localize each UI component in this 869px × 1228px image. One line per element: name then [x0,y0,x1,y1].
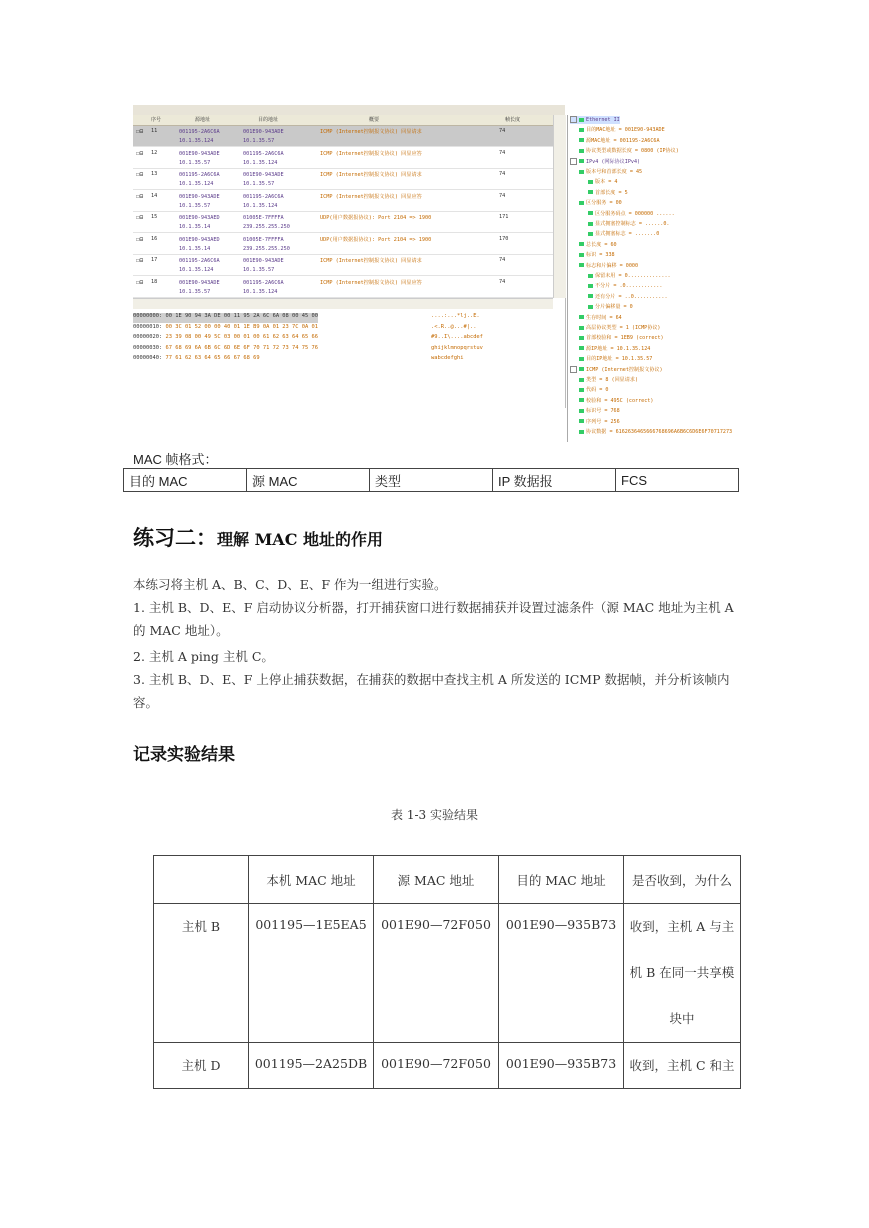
tree-node[interactable] [588,282,662,290]
field-icon [588,274,593,278]
hex-offset: 00000040: [133,355,163,361]
hex-row [133,323,477,334]
field-icon [579,430,584,434]
hex-bytes: 23 39 08 00 49 5C 03 00 01 00 61 62 63 64 65 66 [165,334,319,340]
tree-node[interactable] [579,314,622,322]
packet-no: 15 [151,214,158,220]
field-icon [579,336,584,340]
field-icon [579,367,584,371]
packet-summary: ICMP (Internet控制报文协议) 回显应答 [320,150,422,157]
packet-dst: 001195-2A6C6A 10.1.35.124 [243,279,284,295]
packet-len: 74 [499,149,506,156]
row-dst-mac: 001E90—935B73 [499,904,624,1043]
tree-node-label: 目的IP地址 = 10.1.35.57 [586,356,653,363]
packet-list [133,115,566,408]
row-checkbox-icon[interactable]: ☐⊟ [136,257,144,264]
field-icon [579,242,584,246]
packet-src: 001195-2A6C6A 10.1.35.124 [179,129,220,144]
tree-node[interactable] [579,251,615,259]
row-src-mac: 001E90—72F050 [374,904,499,1043]
packet-len: 74 [499,128,506,134]
tree-node[interactable] [579,345,650,353]
results-table [153,855,741,1089]
field-icon [579,149,584,153]
field-icon [579,315,584,319]
tree-node-label: 首部校验和 = 1EB9 (correct) [586,335,664,342]
tree-node-label: 分片偏移量 = 0 [595,304,633,311]
expand-box-icon[interactable] [570,158,577,165]
tree-node-label: 版本号和首部长度 = 45 [586,169,643,175]
field-icon [588,294,593,298]
hex-view [133,310,565,408]
field-icon [579,346,584,350]
header-local-mac: 本机 MAC 地址 [249,856,374,904]
mac-field-type: 类型 [370,469,493,492]
hex-ascii: .<.R..@...#|.. [431,323,477,330]
table-caption: 表 1-3 实验结果 [391,808,478,822]
field-icon [579,419,584,423]
packet-no: 14 [151,192,158,199]
tree-node-label: 标识 = 338 [586,252,615,259]
tree-node[interactable] [588,303,633,311]
tree-node-label: 校验和 = 495C (correct) [586,397,654,404]
row-local-mac: 001195—1E5EA5 [249,904,374,1043]
field-icon [579,128,584,132]
tree-node[interactable] [579,428,732,436]
packet-src: 001195-2A6C6A 10.1.35.124 [179,258,220,273]
tree-node[interactable] [579,168,642,176]
section-title-big: 练习二： [133,525,217,550]
field-icon [588,180,593,184]
table-row [154,904,741,1043]
packet-row[interactable] [133,169,553,190]
hex-offset: 00000000: [133,313,163,319]
tree-node-label: 首部长度 = 5 [595,189,628,196]
field-icon [579,326,584,330]
tree-node-label: 协议类型或数据长度 = 0800 (IP协议) [586,148,679,155]
packet-len: 170 [499,235,509,242]
tree-node[interactable] [579,397,653,405]
hex-ascii: ghijklmnopqrstuv [431,344,483,351]
tree-node[interactable] [570,366,663,374]
col-dst[interactable]: 目的地址 [258,117,279,123]
packet-dst: 01005E-7FFFFA 239.255.255.250 [243,215,290,230]
mac-field-ip: IP 数据报 [493,469,616,492]
packet-src: 001E90-943ADE 10.1.35.57 [179,193,220,209]
packet-dst: 01005E-7FFFFA 239.255.255.250 [243,236,290,252]
tree-node-label: 类型 = 8 (回显请求) [586,377,639,383]
tree-node-label: 目的MAC地址 = 001E90-943ADE [586,127,665,134]
hex-bytes: 00 1E 90 94 3A DE 00 11 95 2A 6C 6A 08 00 45 00 [165,313,319,319]
tree-node-label: 源MAC地址 = 001195-2A6C6A [586,137,660,144]
field-icon [579,398,584,402]
packet-len: 74 [499,171,506,177]
tree-node[interactable] [579,407,620,415]
packet-summary: ICMP (Internet控制报文协议) 回显请求 [320,258,422,264]
tree-node-label: 高层协议类型 = 1 (ICMP协议) [586,325,661,331]
field-icon [579,263,584,267]
tree-node-label: 显式拥塞控制标志 = ......0. [595,221,670,227]
tree-node[interactable] [588,210,675,218]
tree-node-label: 版本 = 4 [595,179,618,186]
tree-node-label: 不分片 = .0............ [595,283,663,290]
packet-len: 74 [499,192,506,199]
row-src-mac: 001E90—72F050 [374,1043,499,1089]
packet-row[interactable] [133,277,553,298]
tree-node-label: 区分服务 = 00 [586,200,622,207]
tree-node[interactable] [579,126,665,134]
tree-node-label: 保留未用 = 0.............. [595,273,671,279]
tree-node-label: 序列号 = 256 [586,418,620,425]
packet-list-vscroll[interactable] [553,115,566,298]
packet-no: 18 [151,278,158,285]
hex-row [133,334,483,344]
packet-no: 17 [151,257,158,263]
col-len[interactable]: 帧长度 [505,117,521,123]
tree-node-label: IPv4 (网际协议IPv4) [586,158,641,165]
header-why: 是否收到，为什么 [624,856,741,904]
intro-paragraph: 本练习将主机 A、B、C、D、E、F 作为一组进行实验。 [133,577,447,592]
tree-node[interactable] [579,334,664,342]
field-icon [579,159,584,163]
expand-box-icon[interactable] [570,116,577,123]
col-summary[interactable]: 概要 [369,117,380,123]
row-host: 主机 B [154,904,249,1043]
hex-offset: 00000030: [133,344,163,351]
tree-node[interactable] [588,272,671,280]
tree-node[interactable] [579,137,660,145]
col-no[interactable]: 序号 [151,117,162,123]
packet-len: 74 [499,278,506,285]
tree-node[interactable] [579,324,660,332]
packet-summary: ICMP (Internet控制报文协议) 回显请求 [320,172,422,178]
hex-bytes: 00 3C 01 52 00 00 40 01 1E B9 0A 01 23 7C 0A 01 [165,323,319,330]
field-icon [588,284,593,288]
hex-row [133,344,483,355]
hex-ascii: ....:...*lj..E. [431,313,480,319]
tree-node[interactable] [579,147,679,155]
field-icon [588,211,593,215]
row-checkbox-icon[interactable]: ☐⊟ [136,214,144,221]
packet-src: 001E90-943AED 10.1.35.14 [179,215,220,230]
packet-dst: 001E90-943ADE 10.1.35.57 [243,172,284,187]
mac-format-table [123,468,739,492]
protocol-tree [567,115,785,442]
table-row [154,1043,741,1089]
mac-field-src: 源 MAC [247,469,370,492]
tree-node[interactable] [579,199,622,207]
mac-format-caption: MAC 帧格式： [133,452,218,467]
mac-field-dst: 目的 MAC [124,469,247,492]
field-icon [579,118,584,122]
hex-bytes: 67 68 69 6A 6B 6C 6D 6E 6F 70 71 72 73 74 75 76 [165,344,319,351]
row-checkbox-icon[interactable]: ☐⊟ [136,192,144,200]
tree-node[interactable] [570,158,640,166]
hex-offset: 00000010: [133,323,163,330]
packet-list-hscroll[interactable] [133,298,553,309]
mac-field-fcs: FCS [616,469,739,492]
tree-node[interactable] [588,189,628,197]
field-icon [588,190,593,194]
packet-dst: 001E90-943ADE 10.1.35.57 [243,129,284,144]
tree-node[interactable] [579,262,638,270]
hex-row [133,313,480,323]
tree-node-label: 区分服务码点 = 000000 ...... [595,210,675,217]
hex-offset: 00000020: [133,334,163,340]
tree-node[interactable] [588,230,659,238]
tree-node-label: Ethernet II [586,117,620,123]
tree-node-label: 生存时间 = 64 [586,314,622,321]
field-icon [579,388,584,392]
packet-row[interactable] [133,148,553,169]
field-icon [579,357,584,361]
packet-no: 11 [151,128,158,134]
packet-summary: ICMP (Internet控制报文协议) 回显请求 [320,129,422,135]
row-checkbox-icon[interactable]: ☐⊟ [136,278,144,286]
tree-node[interactable] [579,355,652,363]
section-title-small: 理解 MAC 地址的作用 [217,530,384,549]
header-empty [154,856,249,904]
packet-row[interactable] [133,255,553,276]
packet-row[interactable] [133,234,553,255]
section-title [133,522,383,552]
packet-dst: 001E90-943ADE 10.1.35.57 [243,258,284,273]
tree-node-label: 标志和片偏移 = 0000 [586,262,639,269]
packet-summary: ICMP (Internet控制报文协议) 回显应答 [320,193,422,200]
step-2: 2. 主机 A ping 主机 C。 [133,649,274,664]
row-checkbox-icon[interactable]: ☐⊟ [136,171,144,178]
packet-summary: ICMP (Internet控制报文协议) 回显应答 [320,279,422,286]
tree-node-label: 标识号 = 768 [586,408,620,415]
hex-ascii: wabcdefghi [431,355,464,361]
packet-dst: 001195-2A6C6A 10.1.35.124 [243,193,284,209]
packet-summary: UDP(用户数据报协议): Port 2104 => 1900 [320,215,432,221]
field-icon [588,222,593,226]
tree-node-label: 显式拥塞标志 = .......0 [595,231,660,238]
hex-bytes: 77 61 62 63 64 65 66 67 68 69 [165,355,260,361]
tree-node[interactable] [588,178,617,186]
step-3: 3. 主机 B、D、E、F 上停止捕获数据，在捕获的数据中查找主机 A 所发送的 ICMP 数据帧，并分析该帧内容。 [133,672,730,710]
packet-src: 001195-2A6C6A 10.1.35.124 [179,172,220,187]
row-why: 收到，主机 C 和主 [624,1043,741,1089]
tree-node[interactable] [579,376,638,384]
tree-node-label: 代码 = 0 [586,387,609,394]
tree-node-label: 总长度 = 60 [586,241,617,248]
header-dst-mac: 目的 MAC 地址 [499,856,624,904]
analyzer-screenshot [133,105,785,442]
field-icon [579,138,584,142]
field-icon [579,201,584,205]
expand-box-icon[interactable] [570,366,577,373]
tree-node-label: 源IP地址 = 10.1.35.124 [586,345,651,352]
tree-node-label: ICMP (Internet控制报文协议) [586,366,663,373]
tree-node-label: 协议数据 = 6162636465666768696A6B6C6D6E6F70717273 [586,429,733,435]
tree-node[interactable] [579,418,620,426]
packet-src: 001E90-943ADE 10.1.35.57 [179,279,220,295]
header-src-mac: 源 MAC 地址 [374,856,499,904]
hex-row [133,355,464,365]
packet-summary: UDP(用户数据报协议): Port 2104 => 1900 [320,236,432,243]
packet-row[interactable] [133,212,553,233]
packet-no: 16 [151,235,158,242]
packet-list-header [133,115,553,126]
field-icon [579,409,584,413]
packet-len: 171 [499,214,509,220]
row-checkbox-icon[interactable]: ☐⊟ [136,235,144,243]
packet-dst: 001195-2A6C6A 10.1.35.124 [243,150,284,166]
row-checkbox-icon[interactable]: ☐⊟ [136,128,144,135]
field-icon [579,378,584,382]
field-icon [579,253,584,257]
packet-src: 001E90-943ADE 10.1.35.57 [179,150,220,166]
hex-ascii: #9..I\....abcdef [431,334,483,340]
tree-node[interactable] [579,241,617,249]
field-icon [588,232,593,236]
tree-node-label: 还有分片 = ..0........... [595,293,668,300]
packet-len: 74 [499,257,506,263]
row-local-mac: 001195—2A25DB [249,1043,374,1089]
packet-row[interactable] [133,126,553,147]
tree-node[interactable] [579,386,608,394]
tree-node[interactable] [570,116,620,124]
packet-src: 001E90-943AED 10.1.35.14 [179,236,220,252]
row-checkbox-icon[interactable]: ☐⊟ [136,149,144,157]
tree-node[interactable] [588,220,669,228]
row-host: 主机 D [154,1043,249,1089]
step-1: 1. 主机 B、D、E、F 启动协议分析器，打开捕获窗口进行数据捕获并设置过滤条件（源 MAC 地址为主机 A 的 MAC 地址）。 [133,600,734,638]
packet-row[interactable] [133,191,553,212]
row-why: 收到，主机 A 与主机 B 在同一共享模块中 [624,904,741,1043]
col-src[interactable]: 源地址 [195,117,211,123]
tree-node[interactable] [588,293,668,301]
row-dst-mac: 001E90—935B73 [499,1043,624,1089]
field-icon [588,305,593,309]
record-title: 记录实验结果 [133,745,235,765]
packet-no: 13 [151,171,158,177]
packet-no: 12 [151,149,158,156]
field-icon [579,170,584,174]
